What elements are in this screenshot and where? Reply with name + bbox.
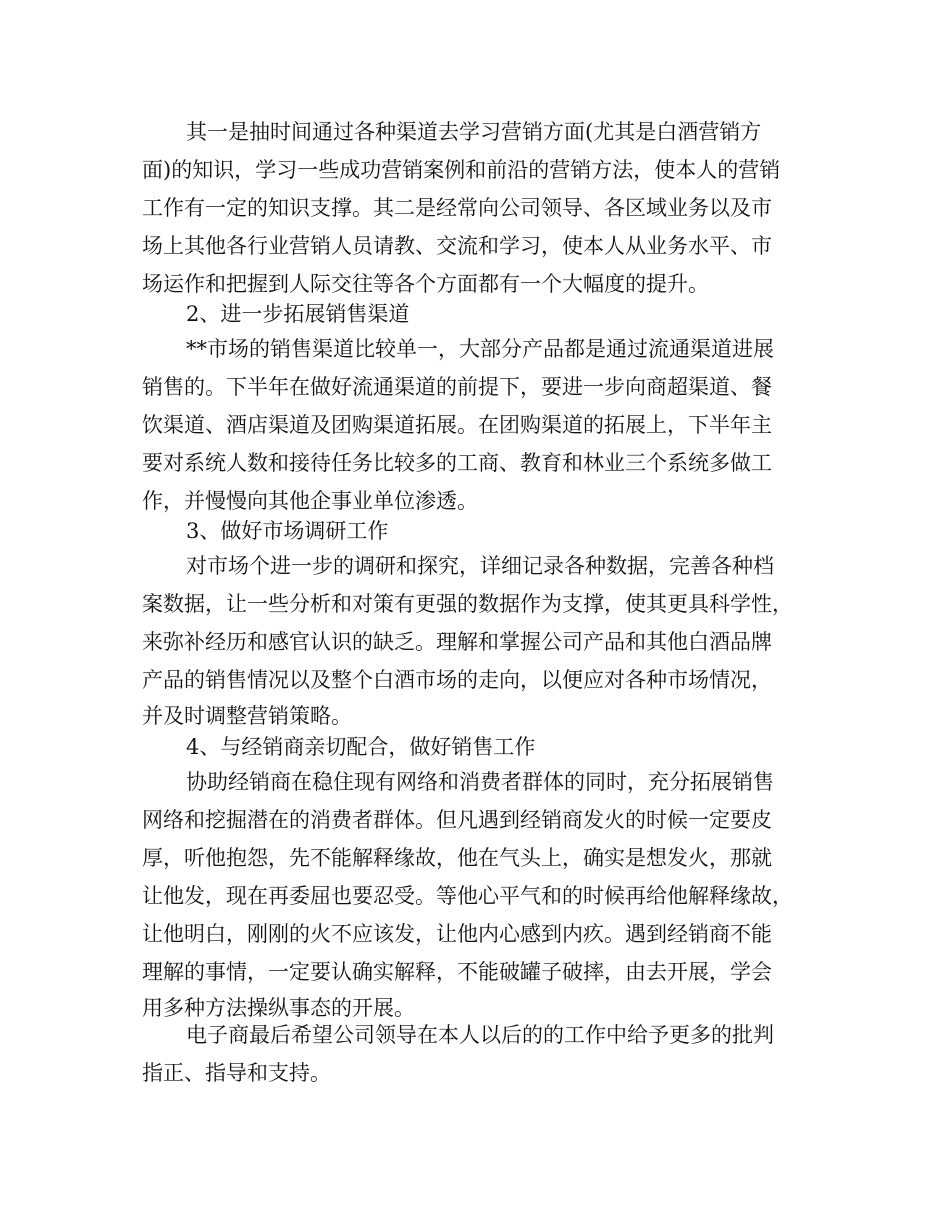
body-text-line: 指正、指导和支持。 (142, 1061, 331, 1085)
section-heading: 3、做好市场调研工作 (186, 519, 389, 543)
body-text-line: 案数据，让一些分析和对策有更强的数据作为支撑，使其更具科学性， (142, 592, 793, 616)
body-text-line: 并及时调整营销策略。 (142, 704, 352, 728)
body-text-line: **市场的销售渠道比较单一，大部分产品都是通过流通渠道进展 (186, 337, 774, 361)
body-text-line: 工作有一定的知识支撑。其二是经常向公司领导、各区域业务以及市 (142, 196, 772, 220)
body-text-line: 要对系统人数和接待任务比较多的工商、教育和林业三个系统多做工 (142, 451, 772, 475)
body-text-line: 网络和挖掘潜在的消费者群体。但凡遇到经销商发火的时候一定要皮 (142, 808, 772, 832)
body-text-line: 作，并慢慢向其他企事业单位渗透。 (142, 489, 478, 513)
section-heading: 4、与经销商亲切配合，做好销售工作 (186, 735, 536, 759)
body-text-line: 饮渠道、酒店渠道及团购渠道拓展。在团购渠道的拓展上，下半年主 (142, 413, 772, 437)
body-text-line: 其一是抽时间通过各种渠道去学习营销方面(尤其是白酒营销方 (186, 120, 762, 144)
body-text-line: 面)的知识，学习一些成功营销案例和前沿的营销方法，使本人的营销 (142, 158, 781, 182)
body-text-line: 对市场个进一步的调研和探究，详细记录各种数据，完善各种档 (186, 554, 774, 578)
body-text-line: 厚，听他抱怨，先不能解释缘故，他在气头上，确实是想发火，那就 (142, 846, 772, 870)
body-text-line: 理解的事情，一定要认确实解释，不能破罐子破摔，由去开展，学会 (142, 960, 772, 984)
body-text-line: 让他明白，刚刚的火不应该发，让他内心感到内疚。遇到经销商不能 (142, 922, 772, 946)
body-text-line: 用多种方法操纵事态的开展。 (142, 996, 415, 1020)
body-text-line: 让他发，现在再委屈也要忍受。等他心平气和的时候再给他解释缘故， (142, 884, 793, 908)
body-text-line: 电子商最后希望公司领导在本人以后的的工作中给予更多的批判 (186, 1023, 774, 1047)
body-text-line: 协助经销商在稳住现有网络和消费者群体的同时，充分拓展销售 (186, 770, 774, 794)
body-text-line: 场运作和把握到人际交往等各个方面都有一个大幅度的提升。 (142, 272, 709, 296)
body-text-line: 销售的。下半年在做好流通渠道的前提下，要进一步向商超渠道、餐 (142, 375, 772, 399)
body-text-line: 来弥补经历和感官认识的缺乏。理解和掌握公司产品和其他白酒品牌 (142, 630, 772, 654)
section-heading: 2、进一步拓展销售渠道 (186, 302, 410, 326)
body-text-line: 场上其他各行业营销人员请教、交流和学习，使本人从业务水平、市 (142, 234, 772, 258)
body-text-line: 产品的销售情况以及整个白酒市场的走向，以便应对各种市场情况， (142, 668, 772, 692)
